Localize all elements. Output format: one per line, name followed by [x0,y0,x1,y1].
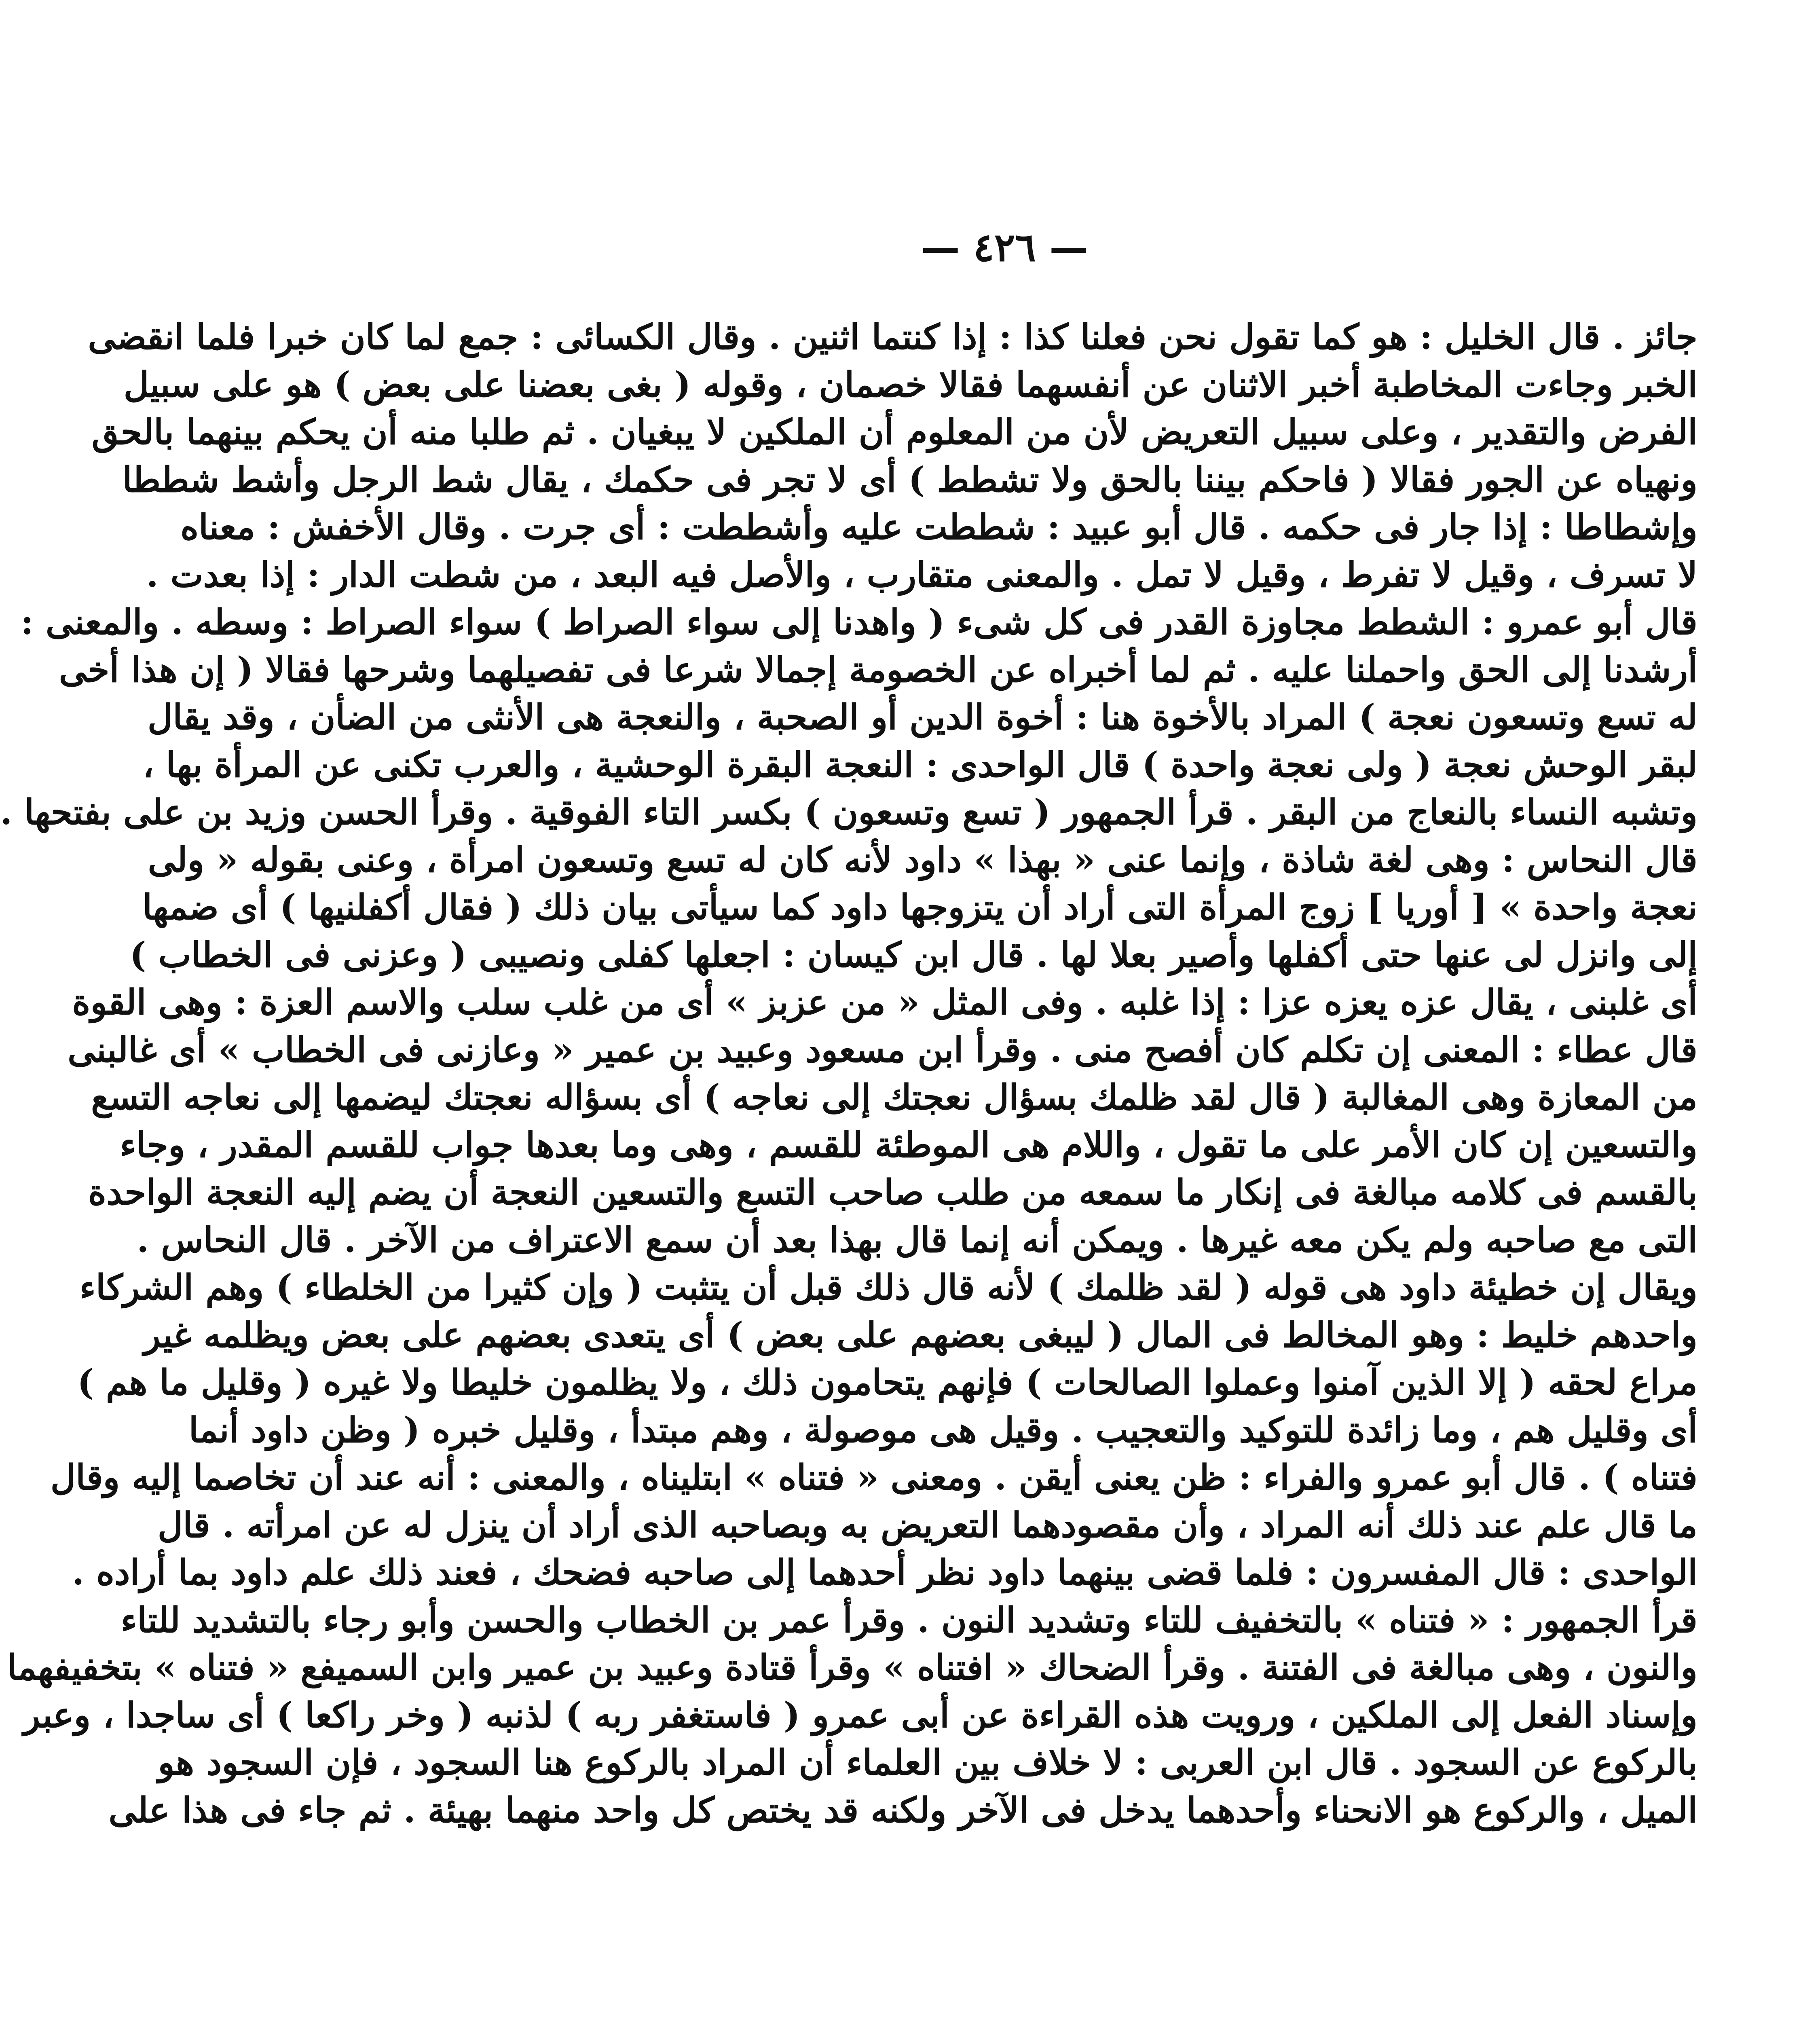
text-line: الواحدى : قال المفسرون : فلما قضى بينهما داود نظر أحدهما إلى صاحبه فضحك ، فعند ذلك علم داود بما أراده . [72,1552,1697,1593]
text-line: قرأ الجمهور : « فتناه » بالتخفيف للتاء وتشديد النون . وقرأ عمر بن الخطاب والحسن وأبو رجاء بالتشديد للتاء [120,1599,1697,1641]
text-line: ويقال إن خطيئة داود هى قوله ( لقد ظلمك ) لأنه قال ذلك قبل أن يتثبت ( وإن كثيرا من الخلطاء ) وهم الشركاء [79,1267,1697,1308]
text-line: التى مع صاحبه ولم يكن معه غيرها . ويمكن أنه إنما قال بهذا بعد أن سمع الاعتراف من الآخر . قال النحاس . [137,1219,1697,1261]
text-line: فتناه ) . قال أبو عمرو والفراء : ظن يعنى أيقن . ومعنى « فتناه » ابتليناه ، والمعنى : أنه عند أن تخاصما إليه وقال [50,1457,1697,1498]
text-line: قال عطاء : المعنى إن تكلم كان أفصح منى . وقرأ ابن مسعود وعبيد بن عمير « وعازنى فى الخطاب » أى غالبنى [68,1029,1697,1070]
text-line: الميل ، والركوع هو الانحناء وأحدهما يدخل فى الآخر ولكنه قد يختص كل واحد منهما بهيئة . ثم جاء فى هذا على [108,1789,1697,1831]
text-line: مراع لحقه ( إلا الذين آمنوا وعملوا الصالحات ) فإنهم يتحامون ذلك ، ولا يظلمون خليطا ولا غيره ( وقليل ما هم ) [77,1362,1697,1403]
text-line: والنون ، وهى مبالغة فى الفتنة . وقرأ الضحاك « افتناه » وقرأ قتادة وعبيد بن عمير وابن السميفع « فتناه » بتخفيفهما [7,1647,1697,1688]
text-line: أى وقليل هم ، وما زائدة للتوكيد والتعجيب . وقيل هى موصولة ، وهم مبتدأ ، وقليل خبره ( وظن داود أنما [188,1409,1697,1451]
text-line: والتسعين إن كان الأمر على ما تقول ، واللام هى الموطئة للقسم ، وهى وما بعدها جواب للقسم المقدر ، وجاء [120,1124,1697,1165]
body-text [0,313,1697,1834]
text-line: لبقر الوحش نعجة ( ولى نعجة واحدة ) قال الواحدى : النعجة البقرة الوحشية ، والعرب تكنى عن المرأة بها ، [142,744,1697,785]
text-line: أرشدنا إلى الحق واحملنا عليه . ثم لما أخبراه عن الخصومة إجمالا شرعا فى تفصيلهما وشرحها فقالا ( إن هذا أخى [59,649,1697,690]
text-line: ما قال علم عند ذلك أنه المراد ، وأن مقصودهما التعريض به وبصاحبه الذى أراد أن ينزل له عن امرأته . قال [157,1504,1697,1546]
text-line: لا تسرف ، وقيل لا تفرط ، وقيل لا تمل . والمعنى متقارب ، والأصل فيه البعد ، من شطت الدار : إذا بعدت . [146,554,1697,595]
text-line: قال النحاس : وهى لغة شاذة ، وإنما عنى « بهذا » داود لأنه كان له تسع وتسعون امرأة ، وعنى بقوله « ولى [148,839,1697,880]
text-line: أى غلبنى ، يقال عزه يعزه عزا : إذا غلبه . وفى المثل « من عزبز » أى من غلب سلب والاسم العزة : وهى القوة [72,982,1697,1023]
text-line: الخبر وجاءت المخاطبة أخبر الاثنان عن أنفسهما فقالا خصمان ، وقوله ( بغى بعضنا على بعض ) هو على سبيل [123,364,1697,405]
text-line: بالقسم فى كلامه مبالغة فى إنكار ما سمعه من طلب صاحب التسع والتسعين النعجة أن يضم إليه النعجة الواحدة [88,1172,1697,1213]
text-line: وتشبه النساء بالنعاج من البقر . قرأ الجمهور ( تسع وتسعون ) بكسر التاء الفوقية . وقرأ الحسن وزيد بن على بفتحها . [0,792,1697,833]
text-line: له تسع وتسعون نعجة ) المراد بالأخوة هنا : أخوة الدين أو الصحبة ، والنعجة هى الأنثى من الضأن ، وقد يقال [147,697,1697,738]
text-line: الفرض والتقدير ، وعلى سبيل التعريض لأن من المعلوم أن الملكين لا يبغيان . ثم طلبا منه أن يحكم بينهما بالحق [91,412,1697,453]
text-line: نعجة واحدة » [ أوريا ] زوج المرأة التى أراد أن يتزوجها داود كما سيأتى بيان ذلك ( فقال أكفلنيها ) أى ضمها [142,887,1697,928]
text-line: واحدهم خليط : وهو المخالط فى المال ( ليبغى بعضهم على بعض ) أى يتعدى بعضهم على بعض ويظلمه غير [144,1314,1697,1356]
text-line: بالركوع عن السجود . قال ابن العربى : لا خلاف بين العلماء أن المراد بالركوع هنا السجود ، فإن السجود هو [158,1742,1697,1783]
text-line: ونهياه عن الجور فقالا ( فاحكم بيننا بالحق ولا تشطط ) أى لا تجر فى حكمك ، يقال شط الرجل وأشط شططا [122,459,1697,500]
page-number: — ٤٢٦ — [921,224,1089,270]
text-line: وإسناد الفعل إلى الملكين ، ورويت هذه القراءة عن أبى عمرو ( فاستغفر ربه ) لذنبه ( وخر راكعا ) أى ساجدا ، وعبر [23,1694,1697,1736]
text-line: إلى وانزل لى عنها حتى أكفلها وأصير بعلا لها . قال ابن كيسان : اجعلها كفلى ونصيبى ( وعزنى فى الخطاب ) [129,934,1697,975]
text-line: وإشطاطا : إذا جار فى حكمه . قال أبو عبيد : شططت عليه وأشططت : أى جرت . وقال الأخفش : معناه [180,507,1697,548]
text-line: قال أبو عمرو : الشطط مجاوزة القدر فى كل شىء ( واهدنا إلى سواء الصراط ) سواء الصراط : وسطه . والمعنى : [21,602,1697,643]
text-line: جائز . قال الخليل : هو كما تقول نحن فعلنا كذا : إذا كنتما اثنين . وقال الكسائى : جمع لما كان خبرا فلما انقضى [88,317,1697,357]
text-line: من المعازة وهى المغالبة ( قال لقد ظلمك بسؤال نعجتك إلى نعاجه ) أى بسؤاله نعجتك ليضمها إلى نعاجه التسع [91,1077,1697,1118]
